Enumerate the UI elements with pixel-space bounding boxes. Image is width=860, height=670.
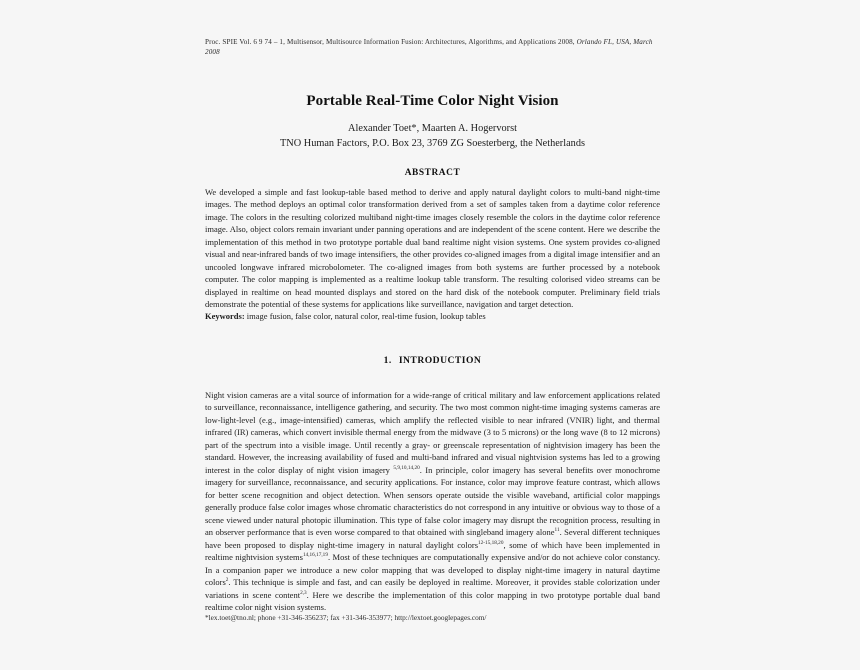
intro-text-6: . This technique is simple and fast, and can easily be deployed in realtime. Moreover, it provides stable colorization under variations in scene content: [205, 577, 660, 600]
section-title: INTRODUCTION: [398, 355, 482, 366]
corresponding-author-footnote: *lex.toet@tno.nl; phone +31-346-356237; fax +31-346-353977; http://lextoet.googlepages.com/: [205, 613, 487, 622]
citation-ref-4: 14,16,17,19: [302, 552, 328, 559]
abstract-heading: ABSTRACT: [404, 168, 461, 178]
citation-ref-2: 11: [554, 527, 560, 534]
keywords-label: Keywords:: [205, 311, 245, 321]
paper-title: Portable Real-Time Color Night Vision: [306, 93, 559, 109]
section-heading-introduction: [205, 355, 660, 366]
intro-text-5: . Most of these techniques are computationally expensive and/or do not achieve color constancy. In a companion paper we introduce a new color mapping that was developed to display night-time imagery in natural daytime colors: [205, 552, 660, 588]
citation-ref-3: 12-15,18,20: [478, 539, 504, 546]
keywords-values: image fusion, false color, natural color, real-time fusion, lookup tables: [246, 311, 486, 321]
citation-ref-6: 2,3: [300, 589, 307, 596]
proceedings-citation-location: Orlando FL, USA, March 2008: [205, 38, 653, 57]
abstract-body: We developed a simple and fast lookup-table based method to derive and apply natural daylight colors to multi-band night-time images. The method deploys an optimal color transformation derived from a set of samples taken from a daytime color reference image. The colors in the resulting colorized multiband night-time images closely resemble the colors in the daytime color reference image. Also, object colors remain invariant under panning operations and are independent of the scene content. Here we describe the implementation of this method in two prototype portable dual band realtime night vision systems. One system provides co-aligned visual and near-infrared bands of two image intensifiers, the other provides co-aligned images from a digital image intensifier and an uncooled longwave infrared microbolometer. The co-aligned images from both systems are further processed by a notebook computer. The color mapping is implemented as a realtime lookup table transform. The resulting colorised video streams can be displayed in realtime on head mounted displays and stored on the hard disk of the notebook computer. Preliminary field trials demonstrate the potential of these systems for applications like surveillance, navigation and target detection.: [205, 187, 660, 310]
introduction-body: [205, 389, 660, 614]
running-header: [205, 37, 660, 58]
intro-text-3: . Several different techniques have been proposed to display night-time imagery in natural daylight colors: [205, 527, 660, 550]
intro-text-7: . Here we describe the implementation of this color mapping in two prototype portable dual band realtime color night vision systems.: [205, 589, 660, 613]
page-content-column: [205, 0, 660, 670]
proceedings-citation: Proc. SPIE Vol. 6 9 74 – 1, Multisensor, Multisource Information Fusion: Architectures, Algorithms, and Applications 2008,: [205, 38, 577, 46]
intro-text-1: Night vision cameras are a vital source of information for a wide-range of critical military and law enforcement applications related to surveillance, reconnaissance, intelligence gathering, and security. The two most common night-time imaging systems cameras are low-light-level (e.g., image-intensified) cameras, which amplify the reflected visible to near infrared (VNIR) light, and thermal infrared (IR) cameras, which convert invisible thermal energy from the midwave (3 to 5 microns) or the long wave (8 to 12 microns) part of the spectrum into a visible image. Until recently a gray- or greenscale representation of nightvision imagery has been the standard. However, the increasing availability of fused and multi-band infrared and visual nightvision systems has led to a growing interest in the color display of night vision imagery: [205, 390, 660, 475]
keywords-line: [205, 310, 660, 322]
author-list: Alexander Toet*, Maarten A. Hogervorst: [348, 123, 517, 134]
intro-text-4: , some of which have been implemented in realtime nightvision systems: [205, 539, 660, 563]
intro-text-2: . In principle, color imagery has several benefits over monochrome imagery for surveillance, reconnaissance, and security applications. For instance, color may improve feature contrast, which allows for better scene recognition and object detection. When sensors operate outside the visible waveband, artificial color mappings generally produce false color images whose chromatic characteristics do not correspond in any intuitive or obvious way to those of a scene viewed under natural photopic illumination. This type of false color imagery may disrupt the recognition process, resulting in an observer performance that is even worse compared to that obtained with singleband imagery alone: [205, 464, 660, 538]
citation-ref-5: 2: [225, 577, 229, 584]
citation-ref-1: 5,9,10,14,20: [393, 465, 420, 472]
affiliation: TNO Human Factors, P.O. Box 23, 3769 ZG Soesterberg, the Netherlands: [280, 138, 585, 149]
section-number: 1.: [383, 355, 392, 366]
